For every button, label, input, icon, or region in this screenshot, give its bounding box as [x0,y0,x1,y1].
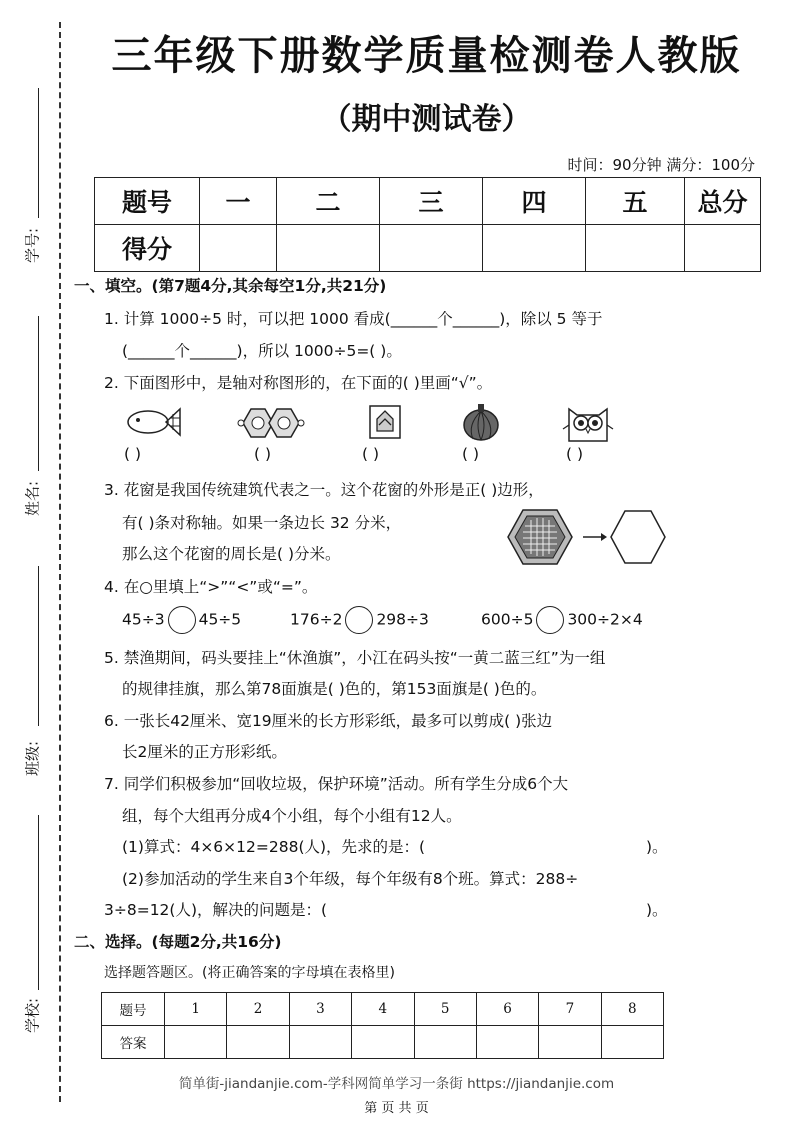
q3-line3: 那么这个花窗的周长是( )分米。 [122,545,341,563]
choice-answer-cell[interactable] [601,1026,663,1059]
score-header-cell: 四 [483,178,586,225]
q4-item-3 [481,606,643,634]
footer-source: 简单街-jiandanjie.com-学科网简单学习一条街 https://jiandanjie.com [178,1076,615,1092]
choice-number-cell: 4 [352,993,414,1026]
page-title: 三年级下册数学质量检测卷人教版 [111,33,742,79]
q2-answer-paren[interactable]: ( ) [462,445,480,463]
q7-line2: 组，每个大组再分成4个小组，每个小组有12人。 [122,807,462,825]
choice-answer-label: 答案 [102,1026,165,1059]
page-subtitle: （期中测试卷） [321,102,532,137]
q4-item-left: 45÷3 [122,610,165,629]
q5-line1: 5. 禁渔期间，码头要挂上“休渔旗”，小江在码头按“一黄二蓝三红”为一组 [104,649,606,667]
page-number: 第 页 共 页 [364,1101,429,1116]
q5-line2: 的规律挂旗，那么第78面旗是( )色的，第153面旗是( )色的。 [122,680,547,698]
q2-answer-paren[interactable]: ( ) [362,445,380,463]
choice-answer-cell[interactable] [476,1026,538,1059]
choice-number-cell: 8 [601,993,663,1026]
score-table [94,177,761,272]
score-header-cell: 二 [277,178,380,225]
choice-header-label: 题号 [102,993,165,1026]
compare-circle[interactable] [536,606,564,634]
choice-number-row [102,993,664,1026]
score-cell[interactable] [483,225,586,272]
student-no-label: 学号: [23,227,42,264]
q4-item-left: 176÷2 [290,610,343,629]
name-label: 姓名: [23,480,42,517]
q7-sub1: (1)算式：4×6×12=288(人)，先求的是：( [122,838,426,856]
binding-dashed-line [59,22,61,1102]
q3-line2: 有( )条对称轴。如果一条边长 32 分米， [122,514,402,532]
compare-circle[interactable] [345,606,373,634]
choice-number-cell: 5 [414,993,476,1026]
section2-instruction: 选择题答题区。(将正确答案的字母填在表格里) [104,965,395,981]
q2-answer-paren[interactable]: ( ) [566,445,584,463]
q2-answer-paren[interactable]: ( ) [254,445,272,463]
q7-sub2-line1: (2)参加活动的学生来自3个年级，每个年级有8个班。算式：288÷ [122,870,579,888]
choice-answer-cell[interactable] [539,1026,601,1059]
choice-answer-cell[interactable] [289,1026,351,1059]
q4-item-right: 300÷2×4 [567,610,643,629]
school-line [38,815,39,990]
q6-line1: 6. 一张长42厘米、宽19厘米的长方形彩纸，最多可以剪成( )张边 [104,712,553,730]
q6-line2: 长2厘米的正方形彩纸。 [122,743,287,761]
score-table-header-row [95,178,761,225]
q1-line2: (______个______)，所以 1000÷5=( )。 [122,342,402,360]
score-header-cell: 题号 [95,178,200,225]
q4-item-right: 298÷3 [376,610,429,629]
choice-number-cell: 2 [227,993,289,1026]
choice-number-cell: 1 [165,993,227,1026]
class-line [38,566,39,726]
fish-figure [124,403,182,441]
score-cell[interactable] [277,225,380,272]
score-header-cell: 总分 [685,178,761,225]
score-header-cell: 五 [586,178,685,225]
class-label: 班级: [23,740,42,777]
q2-line1: 2. 下面图形中，是轴对称图形的，在下面的( )里画“√”。 [104,374,493,392]
q3-line1: 3. 花窗是我国传统建筑代表之一。这个花窗的外形是正( )边形， [104,481,544,499]
q4-item-2 [290,606,429,634]
q4-item-right: 45÷5 [198,610,242,629]
score-cell[interactable] [586,225,685,272]
double-hexagon-figure [237,403,305,443]
q2-answer-paren[interactable]: ( ) [124,445,142,463]
choice-answer-row [102,1026,664,1059]
choice-answer-cell[interactable] [165,1026,227,1059]
q7-sub1-end: )。 [646,838,668,856]
compare-circle[interactable] [168,606,196,634]
choice-number-cell: 6 [476,993,538,1026]
time-info: 时间：90分钟 满分：100分 [567,156,755,174]
score-cell[interactable] [380,225,483,272]
q4-line1: 4. 在○里填上“>”“<”或“=”。 [104,578,318,596]
choice-number-cell: 7 [539,993,601,1026]
q7-sub2-end: )。 [646,901,668,919]
q7-line1: 7. 同学们积极参加“回收垃圾，保护环境”活动。所有学生分成6个大 [104,775,569,793]
score-cell[interactable] [685,225,761,272]
q1-line1: 1. 计算 1000÷5 时，可以把 1000 看成(______个______)，除以 5 等于 [104,310,603,328]
section2-heading: 二、选择。(每题2分,共16分) [74,933,282,951]
choice-answer-cell[interactable] [227,1026,289,1059]
choice-number-cell: 3 [289,993,351,1026]
score-table-score-row [95,225,761,272]
owl-figure [561,401,615,445]
pumpkin-figure [461,401,501,443]
flower-window-figure [505,506,668,568]
q7-sub2-line2: 3÷8=12(人)，解决的问题是：( [104,901,328,919]
choice-answer-cell[interactable] [414,1026,476,1059]
school-label: 学校: [23,997,42,1034]
section1-heading: 一、填空。(第7题4分,其余每空1分,共21分) [74,277,387,295]
q4-item-left: 600÷5 [481,610,534,629]
name-line [38,316,39,471]
choice-answer-table [101,992,664,1059]
q4-item-1 [122,606,241,634]
student-no-line [38,88,39,218]
arrow-square-figure [367,403,403,441]
score-header-cell: 三 [380,178,483,225]
score-cell[interactable] [200,225,277,272]
choice-answer-cell[interactable] [352,1026,414,1059]
score-row-label: 得分 [95,225,200,272]
score-header-cell: 一 [200,178,277,225]
